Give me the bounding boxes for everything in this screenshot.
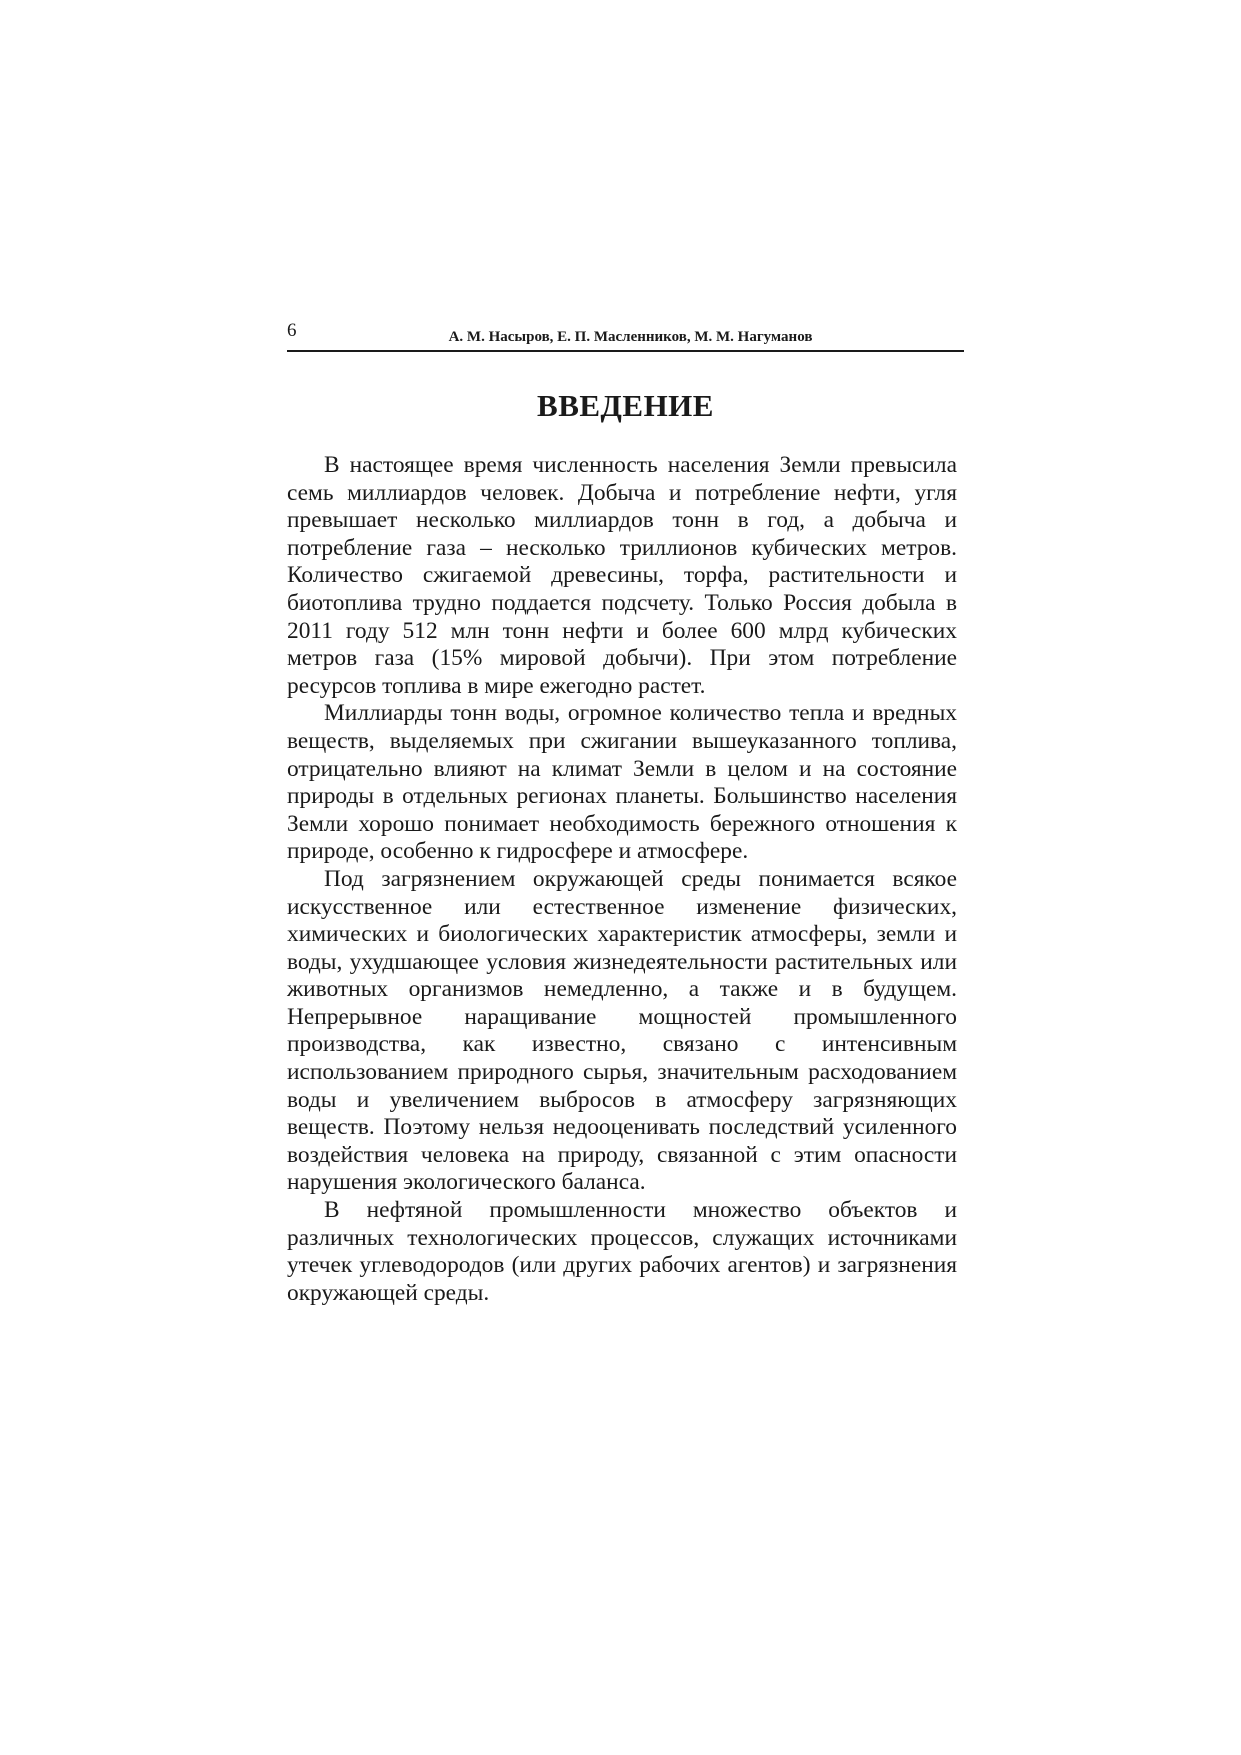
paragraph-2: Миллиарды тонн воды, огромное количество тепла и вредных веществ, выделяемых при сжигании вышеуказанного топлива, отрицательно влияют на климат Земли в целом и на состояние природы в отдельных регионах планеты. Большинство населения Земли хорошо понимает необходимость бережного отношения к природе, особенно к гидросфере и атмосфере. [287, 700, 957, 865]
paragraph-3: Под загрязнением окружающей среды понимается всякое искусственное или естественное изменение физических, химических и биологических характеристик атмосферы, земли и воды, ухудшающее условия жизнедеятельности растительных или животных организмов немедленно, а также и в будущем. Непрерывное наращивание мощностей промышленного производства, как известно, связано с интенсивным использованием природного сырья, значительным расходованием воды и увеличением выбросов в атмосферу загрязняющих веществ. Поэтому нельзя недооценивать последствий усиленного воздействия человека на природу, связанной с этим опасности нарушения экологического баланса. [287, 865, 957, 1196]
running-head [287, 320, 964, 352]
body-text [287, 452, 957, 1307]
paragraph-4: В нефтяной промышленности множество объектов и различных технологических процессов, служащих источниками утечек углеводородов (или других рабочих агентов) и загрязнения окружающей среды. [287, 1197, 957, 1306]
page-number: 6 [287, 320, 297, 341]
paragraph-1: В настоящее время численность населения Земли превысила семь миллиардов человек. Добыча и потребление нефти, угля превышает несколько миллиардов тонн в год, а добыча и потребление газа – несколько триллионов кубических метров. Количество сжигаемой древесины, торфа, растительности и биотоплива трудно поддается подсчету. Только Россия добыла в 2011 году 512 млн тонн нефти и более 600 млрд кубических метров газа (15% мировой добычи). При этом потребление ресурсов топлива в мире ежегодно растет. [287, 452, 957, 699]
chapter-title: ВВЕДЕНИЕ [537, 388, 714, 423]
running-head-authors: А. М. Насыров, Е. П. Масленников, М. М. Нагуманов [448, 329, 813, 345]
